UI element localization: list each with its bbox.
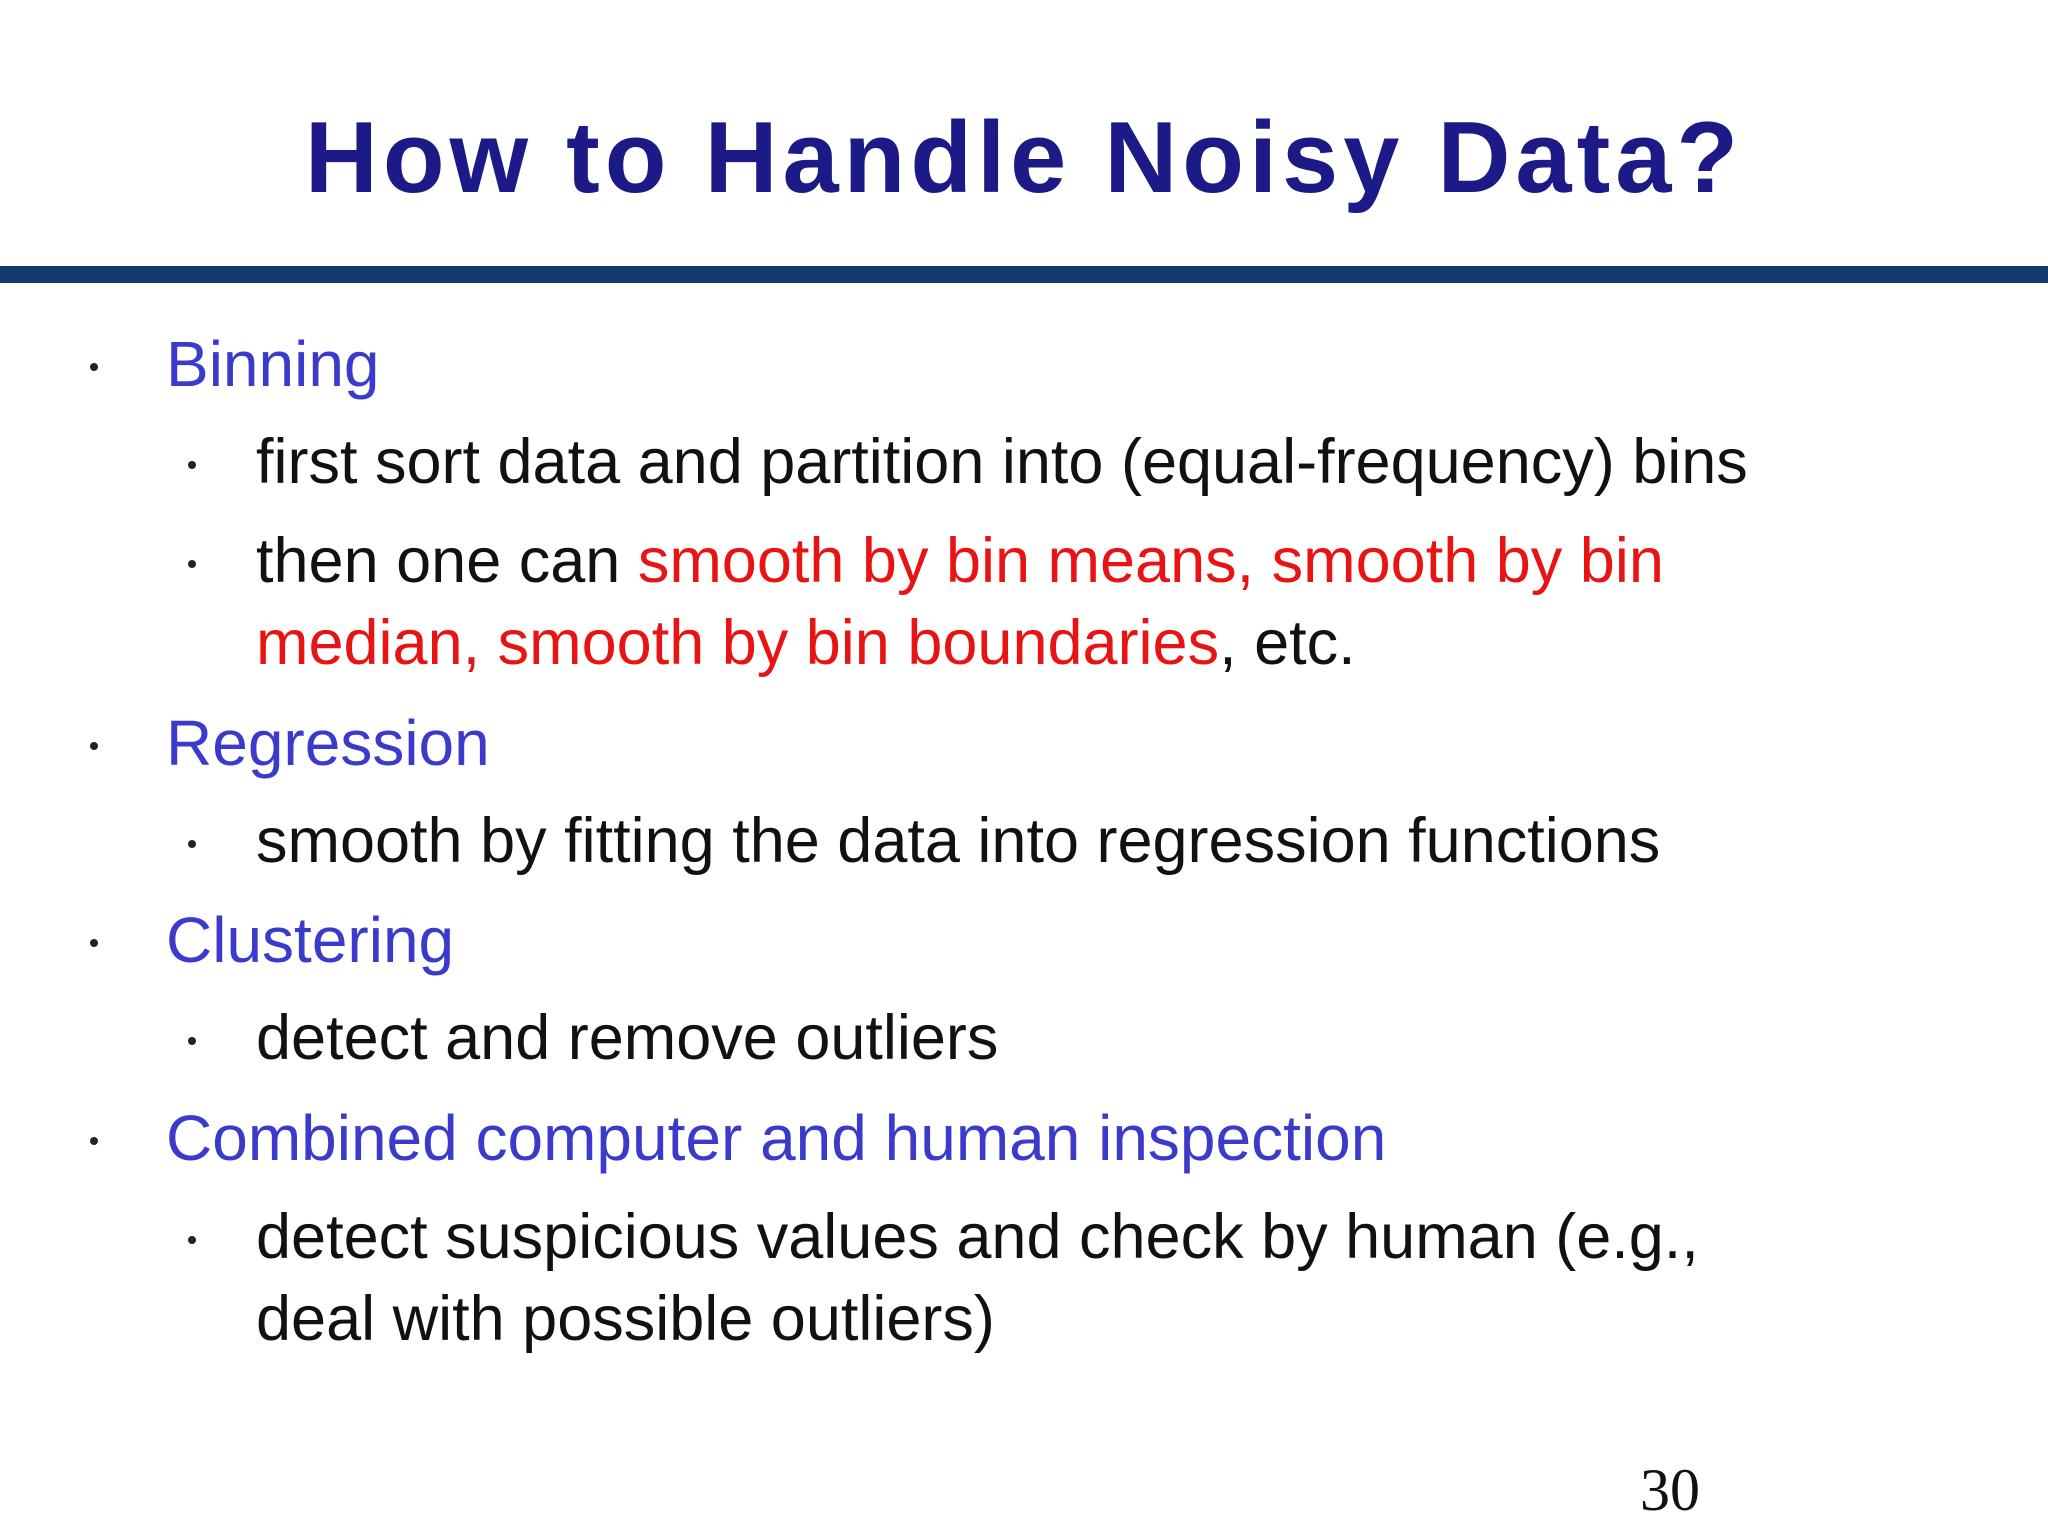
bullet-icon	[90, 939, 102, 951]
point-binning-smooth-emphasis: smooth by bin means, smooth by bin	[637, 526, 1664, 596]
point-combined-inspection-line2: deal with possible outliers)	[256, 1284, 995, 1354]
point-binning-sort: first sort data and partition into (equal-frequency) bins	[256, 427, 1748, 497]
section-heading-regression: Regression	[166, 707, 490, 779]
page-number: 30	[1640, 1457, 1700, 1523]
bullet-icon	[90, 363, 102, 375]
point-clustering: detect and remove outliers	[256, 1003, 999, 1073]
point-binning-smooth-text: then one can	[256, 526, 638, 596]
point-binning-smooth-emphasis-cont: median, smooth by bin boundaries	[256, 608, 1220, 678]
bullet-icon	[188, 461, 200, 473]
point-binning-smooth-line2	[256, 603, 1356, 683]
bullet-icon	[188, 1236, 200, 1248]
point-regression: smooth by fitting the data into regression functions	[256, 806, 1661, 876]
bullet-icon	[188, 840, 200, 852]
point-combined-inspection-line1: detect suspicious values and check by human (e.g.,	[256, 1202, 1699, 1272]
section-heading-combined-inspection: Combined computer and human inspection	[166, 1102, 1387, 1174]
bullet-icon	[90, 742, 102, 754]
section-heading-binning: Binning	[166, 328, 380, 400]
bullet-icon	[188, 560, 200, 572]
point-binning-smooth-line1	[256, 521, 1664, 601]
section-heading-clustering: Clustering	[166, 904, 455, 976]
slide-title: How to Handle Noisy Data?	[304, 102, 1744, 214]
bullet-icon	[188, 1037, 200, 1049]
title-divider	[0, 266, 2048, 283]
point-binning-smooth-etc: , etc.	[1219, 608, 1356, 678]
bullet-icon	[90, 1137, 102, 1149]
